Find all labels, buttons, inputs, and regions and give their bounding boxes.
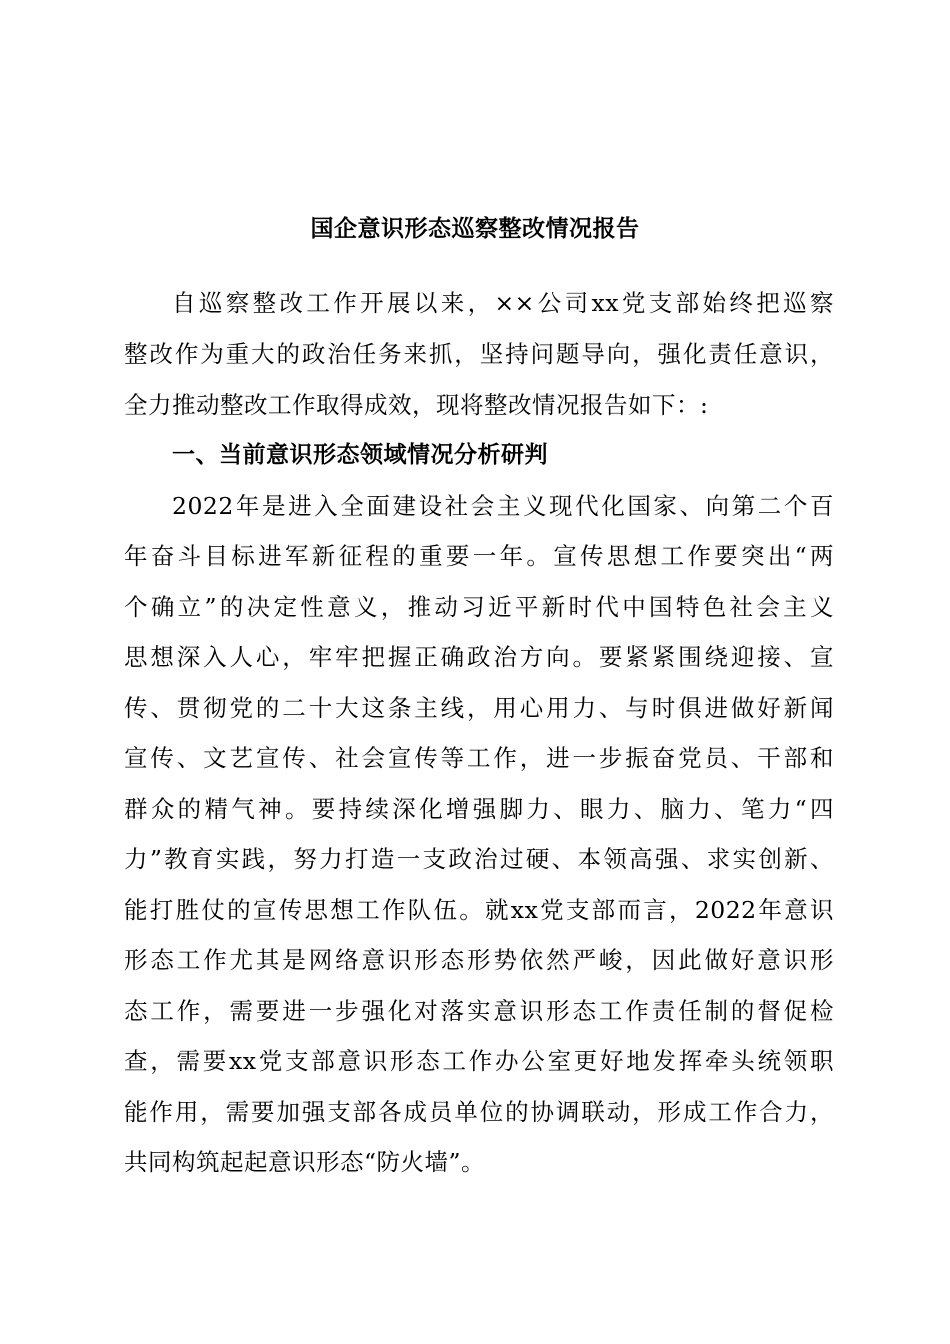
section-heading: 一、当前意识形态领域情况分析研判	[172, 442, 548, 468]
paragraph-line: 形态工作尤其是网络意识形态形势依然严峻，因此做好意识形	[124, 946, 834, 974]
intro-line: 整改作为重大的政治任务来抓，坚持问题导向，强化责任意识，	[124, 340, 834, 368]
paragraph-line: 群众的精气神。要持续深化增强脚力、眼力、脑力、笔力“四	[124, 795, 834, 823]
document-title: 国企意识形态巡察整改情况报告	[310, 216, 640, 242]
paragraph-line: 能作用，需要加强支部各成员单位的协调联动，形成工作合力，	[124, 1098, 834, 1126]
paragraph-line: 态工作，需要进一步强化对落实意识形态工作责任制的督促检	[124, 997, 834, 1025]
paragraph-line: 传、贯彻党的二十大这条主线，用心用力、与时俱进做好新闻	[124, 694, 834, 722]
intro-line: 全力推动整改工作取得成效，现将整改情况报告如下：:	[124, 391, 709, 419]
paragraph-line: 能打胜仗的宣传思想工作队伍。就xx党支部而言，2022年意识	[124, 896, 834, 924]
paragraph-line: 个确立”的决定性意义，推动习近平新时代中国特色社会主义	[124, 593, 834, 621]
paragraph-line: 年奋斗目标进军新征程的重要一年。宣传思想工作要突出“两	[124, 542, 834, 570]
paragraph-line: 共同构筑起起意识形态“防火墙”。	[124, 1148, 486, 1176]
paragraph-line: 力”教育实践，努力打造一支政治过硬、本领高强、求实创新、	[124, 845, 834, 873]
paragraph-line: 宣传、文艺宣传、社会宣传等工作，进一步振奋党员、干部和	[124, 744, 834, 772]
paragraph-line: 2022年是进入全面建设社会主义现代化国家、向第二个百	[172, 492, 834, 520]
paragraph-line: 查，需要xx党支部意识形态工作办公室更好地发挥牵头统领职	[124, 1047, 834, 1075]
intro-line: 自巡察整改工作开展以来，××公司xx党支部始终把巡察	[172, 289, 834, 317]
paragraph-line: 思想深入人心，牢牢把握正确政治方向。要紧紧围绕迎接、宣	[124, 643, 834, 671]
